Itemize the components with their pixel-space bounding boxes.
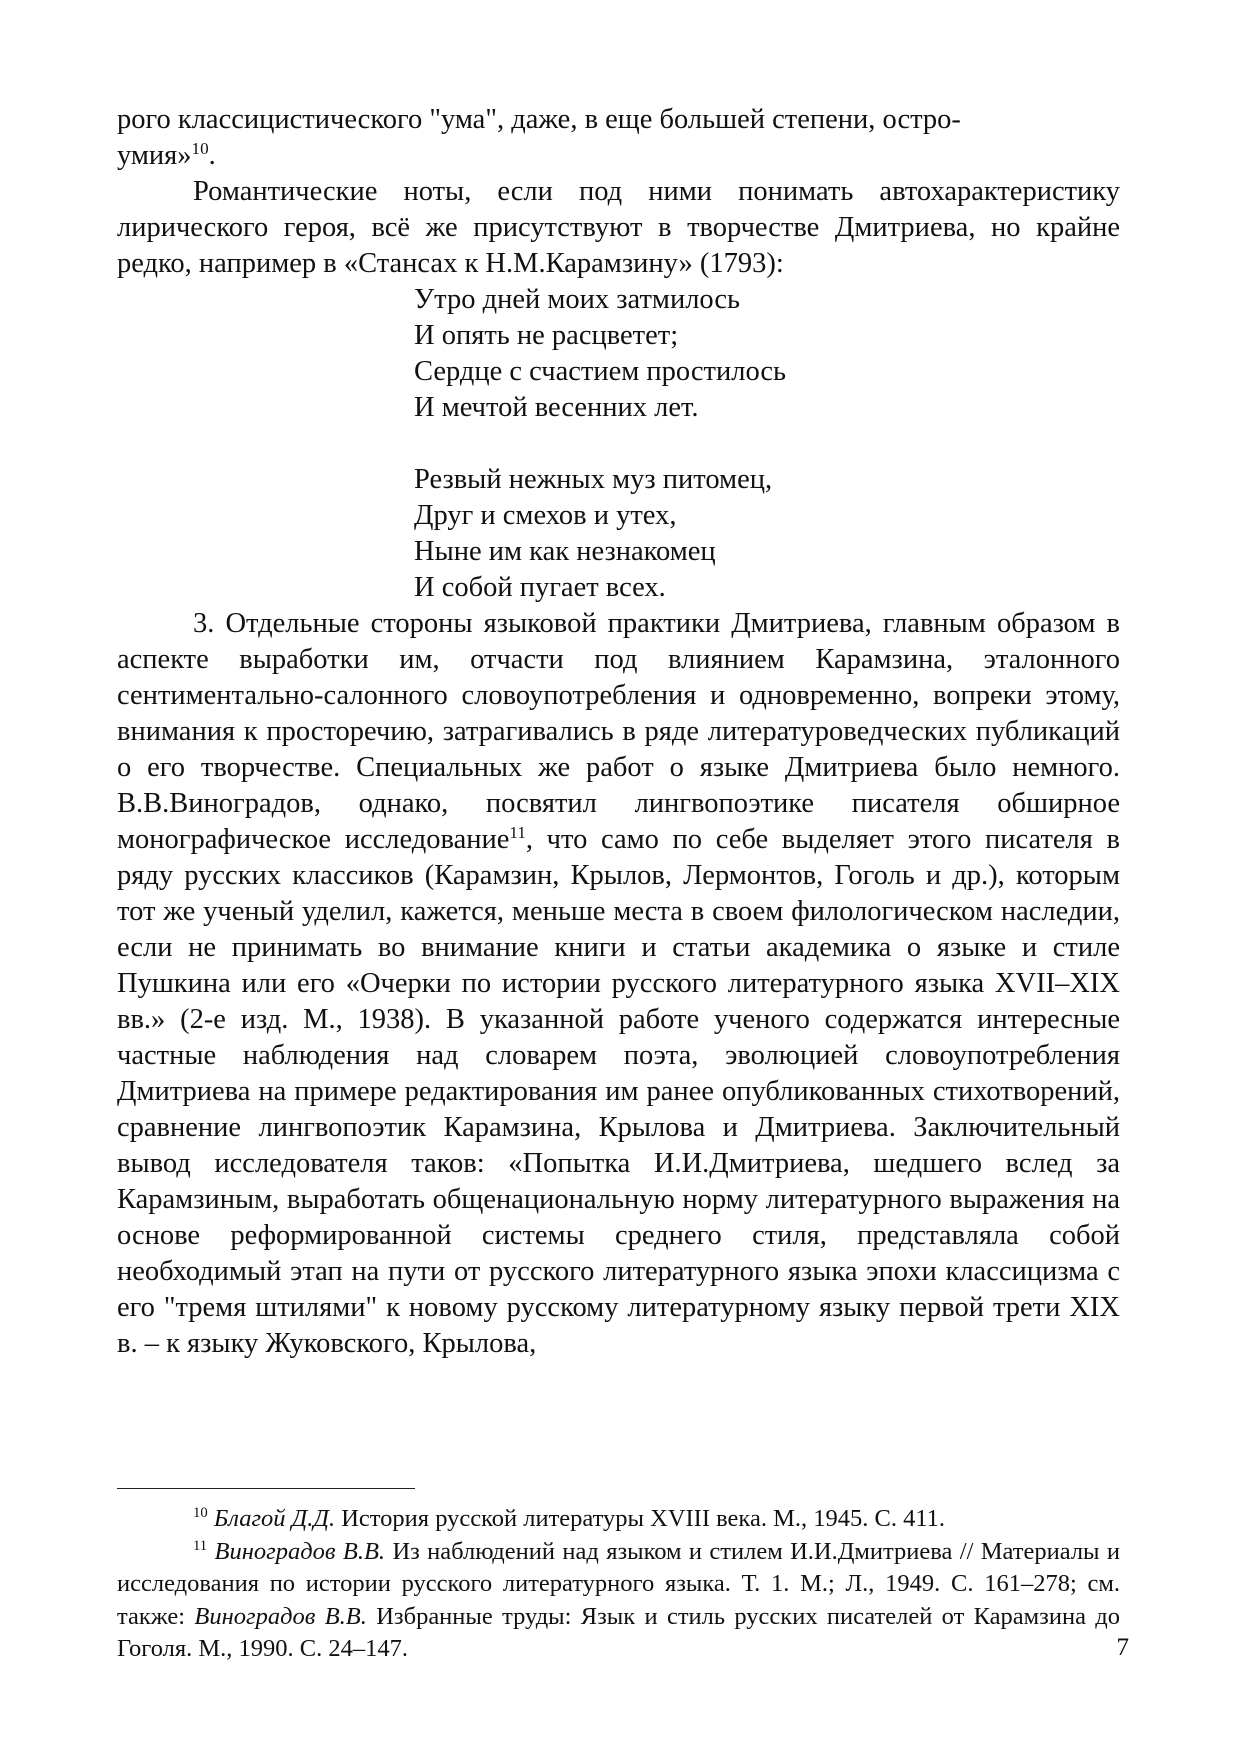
footnote-author: Виноградов В.В. bbox=[214, 1537, 386, 1565]
paragraph-section-3 bbox=[117, 606, 1120, 1362]
footnote-divider bbox=[117, 1488, 415, 1489]
footnote-10 bbox=[117, 1503, 1120, 1536]
main-text bbox=[117, 102, 1120, 1362]
poem-quote bbox=[414, 282, 1120, 606]
verse-line: Утро дней моих затмилось bbox=[414, 284, 741, 315]
stanza-gap bbox=[414, 426, 1120, 462]
footnote-author: Благой Д.Д. bbox=[213, 1505, 336, 1532]
footnote-number: 11 bbox=[193, 1537, 208, 1554]
verse-line: И мечтой весенних лет. bbox=[414, 392, 699, 423]
footnote-text: Из наблюдений над языком и стилем И.И.Дмитриева // Материалы и исследования по истории русского литературного языка. Т. 1. М.; Л., 1949. С. 161–278; см. также: bbox=[117, 1537, 1121, 1630]
footnote-text-2: Избранные труды: Язык и стиль русских писателей от Карамзина до Гоголя. М., 1990. С. 24–147. bbox=[117, 1602, 1120, 1662]
footnote-author-2: Виноградов В.В. bbox=[194, 1602, 367, 1630]
verse-line: И опять не расцветет; bbox=[414, 320, 679, 351]
paragraph-continuation-line2: умия» bbox=[117, 140, 192, 171]
section-3-text-part1: 3. Отдельные стороны языковой практики Дмитриева, главным образом в аспекте выработки им, отчасти под влиянием Карамзина, эталонного сентиментально-салонного словоупотребления и одновременно, вопреки этому, внимания к просторечию, затрагивались в ряде литературоведческих публикаций о его творчестве. Специальных же работ о языке Дмитриева было немного. В.В.Виноградов, однако, посвятил лингвопоэтике писателя обширное монографическое исследование bbox=[117, 608, 1120, 855]
footnote-number: 10 bbox=[193, 1505, 208, 1522]
verse-line: Сердце с счастием простилось bbox=[414, 356, 787, 387]
footnote-text: История русской литературы XVIII века. М., 1945. С. 411. bbox=[335, 1505, 946, 1532]
footnote-ref-11[interactable]: 11 bbox=[509, 822, 526, 842]
footnote-11 bbox=[117, 1536, 1120, 1666]
paragraph-continuation-line1: рого классицистического "ума", даже, в еще большей степени, остро- bbox=[117, 104, 961, 135]
section-3-text-part2: , что само по себе выделяет этого писателя в ряду русских классиков (Карамзин, Крылов, Лермонтов, Гоголь и др.), которым тот же ученый уделил, кажется, меньше места в своем филологическом наследии, если не принимать во внимание книги и статьи академика о языке и стиле Пушкина или его «Очерки по истории русского литературного языка XVII–XIX вв.» (2-е изд. М., 1938). В указанной работе ученого содержатся интересные частные наблюдения над словарем поэта, эволюцией словоупотребления Дмитриева на примере редактирования им ранее опубликованных стихотворений, сравнение лингвопоэтик Карамзина, Крылова и Дмитриева. Заключительный вывод исследователя таков: «Попытка И.И.Дмитриева, шедшего вслед за Карамзиным, выработать общенациональную норму литературного выражения на основе реформированной системы среднего стиля, представляла собой необходимый этап на пути от русского литературного языка эпохи классицизма с его "тремя штилями" к новому русскому литературному языку первой трети XIX в. – к языку Жуковского, Крылова, bbox=[117, 824, 1120, 1359]
paragraph-continuation bbox=[117, 102, 1120, 174]
verse-line: Ныне им как незнакомец bbox=[414, 536, 716, 567]
footnotes bbox=[117, 1503, 1120, 1666]
verse-line: И собой пугает всех. bbox=[414, 572, 666, 603]
footnote-ref-10[interactable]: 10 bbox=[191, 138, 209, 158]
verse-line: Друг и смехов и утех, bbox=[414, 500, 677, 531]
page-number: 7 bbox=[1116, 1634, 1129, 1661]
verse-line: Резвый нежных муз питомец, bbox=[414, 464, 773, 495]
paragraph-continuation-end: . bbox=[208, 140, 216, 171]
paragraph-romantic: Романтические ноты, если под ними понимать автохарактеристику лирического героя, всё же присутствуют в творчестве Дмитриева, но крайне редко, например в «Стансах к Н.М.Карамзину» (1793): bbox=[117, 176, 1120, 279]
